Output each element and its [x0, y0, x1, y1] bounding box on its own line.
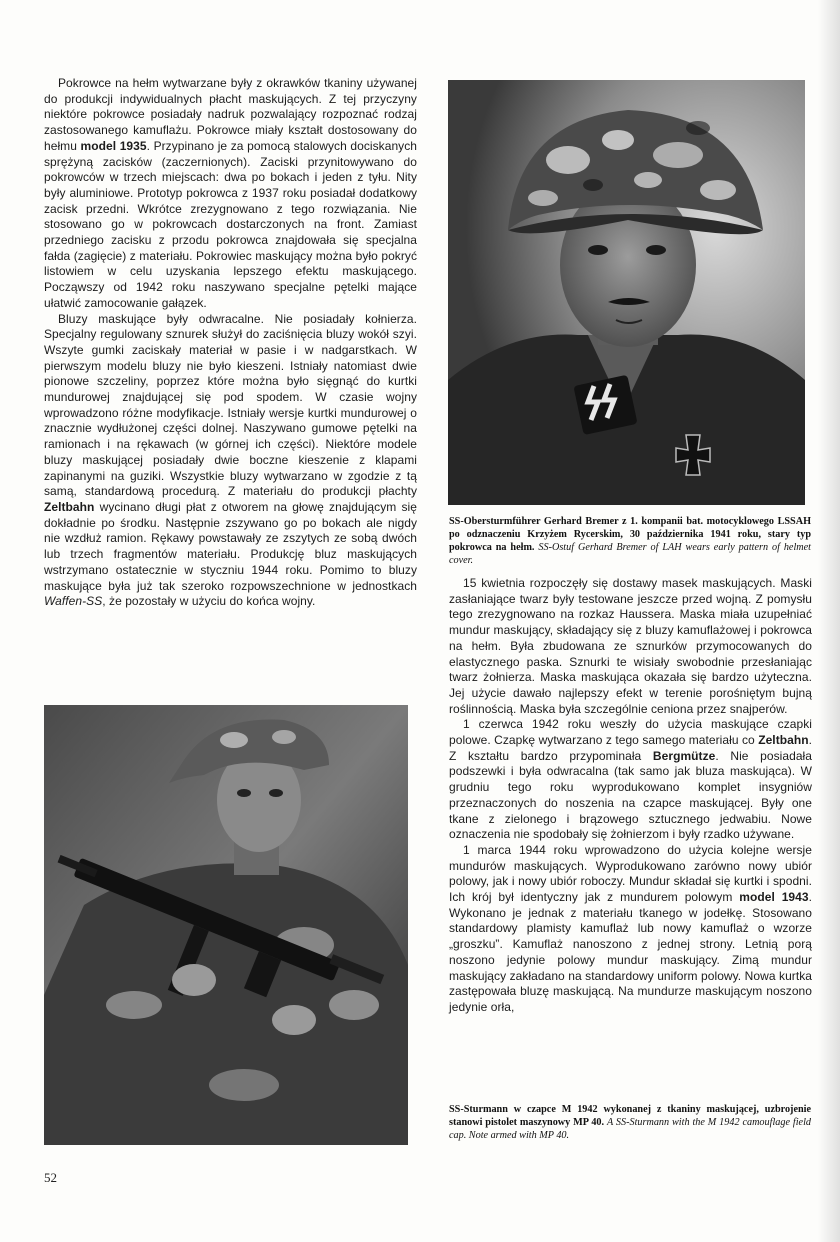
- text-run: A SS-Sturmann with the M 1942 camouflage field cap. Note armed with MP 40.: [449, 1117, 811, 1141]
- text-run: Bluzy maskujące były odwracalne. Nie posiadały kołnierza. Specjalny regulowany sznurek służył do zaciśnięcia bluzy wokół szyi. Wszyte gumki zaciskały materiał w pasie i w nadgarstkach. W pierwszym modelu bluzy nie było kieszeni. Istniały natomiast dwie pionowe szczeliny, poprzez które można było sięgnąć do kurtki mundurowej znajdującej się pod spodem. W czasie wojny wprowadzono różne modyfikacje. Istniały wersje kurtki mundurowej o znacznie wydłużonej części dolnej. Naszywano gumowe pętelki na ramionach i na rękawach (w górnej ich części). Niektóre modele bluzy maskującej posiadały dwie boczne kieszenie z klapami zapinanymi na guziki. Wszystkie bluzy wytwarzano w zgodzie z tą samą, standardową procedurą. Z materiału do produkcji płachty: [44, 311, 417, 499]
- photo-helmet-officer: [448, 80, 805, 505]
- photo-caption-top: [449, 515, 811, 567]
- text-run: Pokrowce na hełm wytwarzane były z okrawków tkaniny używanej do produkcji indywidualnych płacht maskujących. Z tej przyczyny niektóre pokrowce posiadały nadruk pozwalający rozpoznać rodzaj zastosowanego kamuflażu. Pokrowce miały kształt dostosowany do hełmu: [44, 76, 417, 153]
- text-run: Bergmütze: [652, 748, 716, 763]
- page-edge-shadow: [818, 0, 840, 1242]
- text-run: Zeltbahn: [44, 499, 95, 514]
- text-run: SS-Ostuf Gerhard Bremer of LAH wears early pattern of helmet cover.: [449, 542, 811, 566]
- text-run: wycinano długi płat z otworem na głowę znajdującym się dokładnie po środku. Następnie zszywano go po bokach ale nigdy nie wzdłuż ramion. Rękawy powstawały ze zszytych ze sobą dwóch lub trzech fragmentów materiału. Produkcję bluz maskujących wstrzymano ostatecznie w styczniu 1944 roku. Pomimo to bluzy maskujące była już tak szeroko rozpowszechnione w jednostkach: [44, 499, 417, 593]
- photo-soldier-mp40: [44, 705, 408, 1145]
- photo-caption-bottom: [449, 1103, 811, 1142]
- page-number: 52: [44, 1170, 57, 1185]
- paragraph: [449, 717, 812, 843]
- text-run: SS-Sturmann w czapce M 1942 wykonanej z tkaniny maskującej, uzbrojenie stanowi pistolet maszynowy MP 40.: [449, 1104, 811, 1128]
- text-run: model 1935: [80, 138, 147, 153]
- text-run: 1 marca 1944 roku wprowadzono do użycia kolejne wersje mundurów maskujących. Wyprodukowano zarówno nowy ubiór polowy, jak i nowy ubiór roboczy. Mundur składał się kurtki i spodni. Ich krój był identyczny jak z mundurem polowym: [449, 842, 812, 905]
- text-run: . Przypinano je za pomocą stalowych dociskanych sprężyną zacisków (zaczernionych). Zaciski przynitowywano do pokrowców w trzech miejscach: dwa po bokach i jeden z tyłu. Nity były aluminiowe. Prototyp pokrowca z 1937 roku posiadał dodatkowy zacisk przedni. Wkrótce zrezygnowano z tego rozwiązania. Nie stosowano go w pokrowcach dostarczonych na front. Zamiast przedniego zacisku z przodu pokrowca znajdowała się specjalna fałda (zagięcie) z materiału. Pokrowiec maskujący można było pokryć listowiem w celu uzyskania lepszego efektu maskującego. Począwszy od 1942 roku naszywano specjalne pętelki mające ułatwić zamocowanie gałązek.: [44, 138, 417, 310]
- text-run: 15 kwietnia rozpoczęły się dostawy masek maskujących. Maski zasłaniające twarz były testowane jeszcze przed wojną. Z pomysłu tego zrezygnowano na rozkaz Haussera. Maska miała uzupełniać mundur maskujący, składający się z bluzy kamuflażowej i pokrowca na hełm. Była zbudowana ze sznurków przymocowanych do elastycznego paska. Sznurki te wisiały swobodnie przesłaniając twarz żołnierza. Maska maskująca okazała się bardzo użyteczna. Jej użycie dawało najlepszy efekt w terenie porośniętym bujną roślinnością. Maska była szczególnie ceniona przez snajperów.: [449, 576, 812, 716]
- text-run: , że pozostały w użyciu do końca wojny.: [102, 594, 316, 609]
- photo-soldier-drawing: [44, 705, 408, 1145]
- paragraph: [449, 843, 812, 1016]
- text-run: . Nie posiadała podszewki i była odwracalna (tak samo jak bluza maskująca). W grudniu tego roku wyprodukowano komplet insygniów przeznaczonych do noszenia na czapce maskującej. Były one tkane z zielonego i brązowego sztucznego jedwabiu. Nowe oznaczenia nie spodobały się żołnierzom i były rzadko używane.: [449, 748, 812, 842]
- text-run: Waffen-SS: [44, 594, 103, 609]
- text-run: . Z kształtu bardzo przypominała: [449, 733, 812, 763]
- text-run: . Wykonano je jednak z materiału tkanego w jodełkę. Stosowano standardowy plamisty kamuflaż lub nowy kamuflaż o wzorze „groszku”. Kamuflaż nanoszono z jednej strony. Letnią porą noszono jedynie polowy mundur maskujący. Zimą mundur maskujący zakładano na standardowy uniform polowy. Nowa kurtka zastępowała bluzę maskującą. Na mundurze maskującym noszono jedynie orła,: [449, 890, 812, 1014]
- right-text-column: [449, 576, 812, 1016]
- photo-officer-drawing: [448, 80, 805, 505]
- text-run: SS-Obersturmführer Gerhard Bremer z 1. kompanii bat. motocyklowego LSSAH po odznaczeniu Krzyżem Rycerskim, 30 października 1941 roku, stary typ pokrowca na hełm.: [449, 516, 811, 553]
- text-run: Zeltbahn: [758, 733, 809, 748]
- left-text-column: [44, 76, 417, 610]
- text-run: 1 czerwca 1942 roku weszły do użycia maskujące czapki polowe. Czapkę wytwarzano z tego samego materiału co: [449, 717, 812, 748]
- paragraph: [44, 76, 417, 312]
- text-run: model 1943: [739, 890, 809, 905]
- paragraph: [449, 576, 812, 717]
- paragraph: [44, 312, 417, 610]
